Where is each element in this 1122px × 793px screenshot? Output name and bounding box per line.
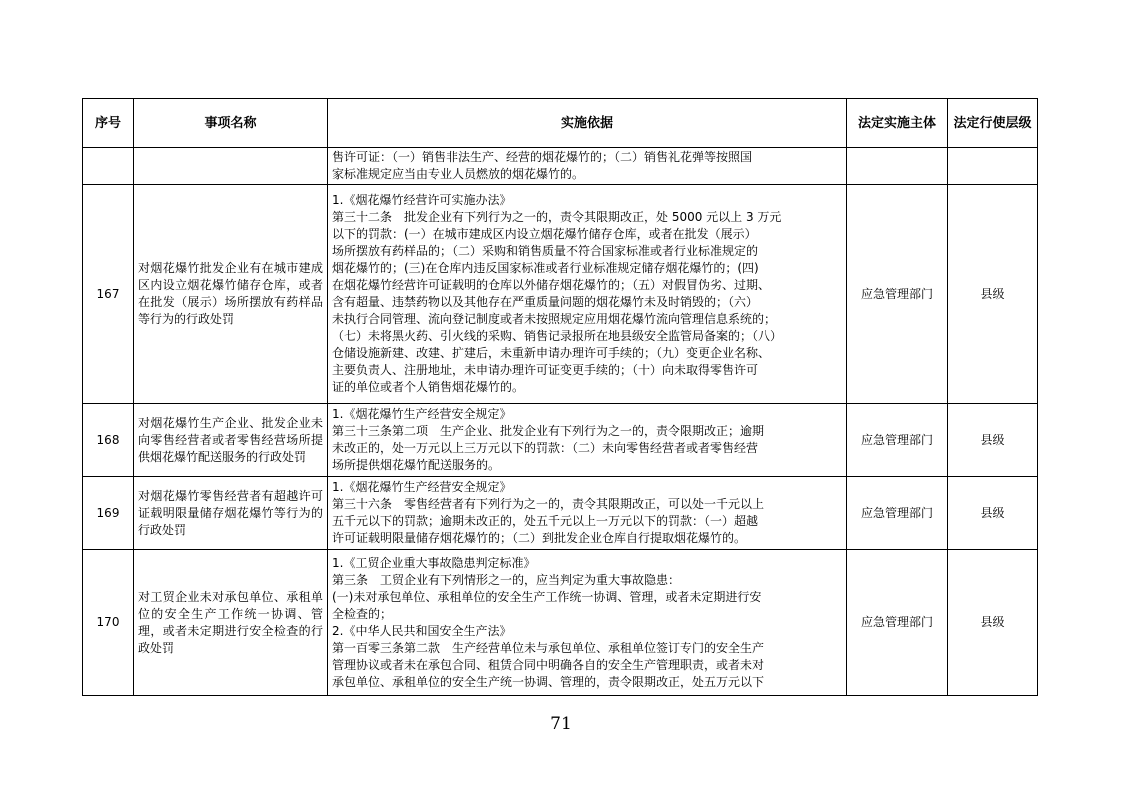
continuation-row xyxy=(83,148,1038,185)
basis-line: 1.《工贸企业重大事故隐患判定标准》 xyxy=(332,555,536,570)
row-subject: 应急管理部门 xyxy=(847,404,948,477)
basis-line: 未执行合同管理、流向登记制度或者未按照规定应用烟花爆竹流向管理信息系统的； xyxy=(332,312,777,326)
basis-line: 第一百零三条第二款 生产经营单位未与承包单位、承租单位签订专门的安全生产 xyxy=(332,640,765,655)
basis-line: 家标准规定应当由专业人员燃放的烟花爆竹的。 xyxy=(332,167,585,181)
continuation-basis xyxy=(328,148,847,185)
row-level: 县级 xyxy=(948,477,1038,550)
row-basis xyxy=(328,404,847,477)
table-row xyxy=(83,404,1038,477)
header-name: 事项名称 xyxy=(134,99,328,148)
basis-line: 售许可证：（一）销售非法生产、经营的烟花爆竹的；（二）销售礼花弹等按照国 xyxy=(332,150,753,164)
row-subject: 应急管理部门 xyxy=(847,550,948,696)
basis-line: 以下的罚款：(一）在城市建成区内设立烟花爆竹储存仓库，或者在批发（展示） xyxy=(332,227,757,241)
header-row xyxy=(83,99,1038,148)
header-num: 序号 xyxy=(83,99,134,148)
row-num: 167 xyxy=(83,185,134,404)
basis-line: (一)未对承包单位、承租单位的安全生产工作统一协调、管理，或者未定期进行安 xyxy=(332,589,762,604)
basis-line: 管理协议或者未在承包合同、租赁合同中明确各自的安全生产管理职责，或者未对 xyxy=(332,657,765,672)
row-name: 对烟花爆竹零售经营者有超越许可证载明限量储存烟花爆竹等行为的行政处罚 xyxy=(134,477,328,550)
table-row xyxy=(83,185,1038,404)
basis-line: 许可证载明限量储存烟花爆竹的；（二）到批发企业仓库自行提取烟花爆竹的。 xyxy=(332,531,747,545)
basis-line: 第三十二条 批发企业有下列行为之一的，责令其限期改正，处 5000 元以上 3 万元 xyxy=(332,210,782,224)
basis-line: 1.《烟花爆竹生产经营安全规定》 xyxy=(332,480,512,494)
row-basis xyxy=(328,550,847,696)
basis-line: 在烟花爆竹经营许可证载明的仓库以外储存烟花爆竹的；（五）对假冒伪劣、过期、 xyxy=(332,278,771,292)
table-row xyxy=(83,477,1038,550)
basis-line: 含有超量、违禁药物以及其他存在严重质量问题的烟花爆竹未及时销毁的；（六） xyxy=(332,295,759,309)
row-num: 168 xyxy=(83,404,134,477)
row-level: 县级 xyxy=(948,404,1038,477)
page-number: 71 xyxy=(550,714,572,734)
row-level: 县级 xyxy=(948,185,1038,404)
basis-line: 2.《中华人民共和国安全生产法》 xyxy=(332,623,512,638)
basis-line: 证的单位或者个人销售烟花爆竹的。 xyxy=(332,380,525,394)
row-basis xyxy=(328,477,847,550)
basis-line: 第三十三条第二项 生产企业、批发企业有下列行为之一的，责令限期改正；逾期 xyxy=(332,424,765,438)
row-subject: 应急管理部门 xyxy=(847,185,948,404)
basis-line: 全检查的； xyxy=(332,606,393,621)
continuation-num xyxy=(83,148,134,185)
row-subject: 应急管理部门 xyxy=(847,477,948,550)
row-name: 对烟花爆竹批发企业有在城市建成区内设立烟花爆竹储存仓库，或者在批发（展示）场所摆放有药样品等行为的行政处罚 xyxy=(134,185,328,404)
row-name: 对工贸企业未对承包单位、承租单位的安全生产工作统一协调、管理，或者未定期进行安全检查的行政处罚 xyxy=(134,550,328,696)
header-subject: 法定实施主体 xyxy=(847,99,948,148)
header-basis: 实施依据 xyxy=(328,99,847,148)
basis-line: 1.《烟花爆竹经营许可实施办法》 xyxy=(332,193,512,207)
basis-line: 主要负责人、注册地址，未申请办理许可证变更手续的；（十）向未取得零售许可 xyxy=(332,363,759,377)
row-num: 169 xyxy=(83,477,134,550)
basis-line: 五千元以下的罚款；逾期未改正的，处五千元以上一万元以下的罚款：（一）超越 xyxy=(332,514,759,528)
basis-line: 未改正的，处一万元以上三万元以下的罚款：（二）未向零售经营者或者零售经营 xyxy=(332,441,759,455)
row-basis xyxy=(328,185,847,404)
continuation-name xyxy=(134,148,328,185)
continuation-level xyxy=(948,148,1038,185)
continuation-subject xyxy=(847,148,948,185)
table-row xyxy=(83,550,1038,696)
row-level: 县级 xyxy=(948,550,1038,696)
basis-line: 仓储设施新建、改建、扩建后，未重新申请办理许可手续的；（九）变更企业名称、 xyxy=(332,346,771,360)
enforcement-table xyxy=(82,98,1038,696)
basis-line: （七）未将黑火药、引火线的采购、销售记录报所在地县级安全监管局备案的；（八） xyxy=(332,329,783,343)
row-name: 对烟花爆竹生产企业、批发企业未向零售经营者或者零售经营场所提供烟花爆竹配送服务的行政处罚 xyxy=(134,404,328,477)
row-num: 170 xyxy=(83,550,134,696)
basis-line: 场所摆放有药样品的；（二）采购和销售质量不符合国家标准或者行业标准规定的 xyxy=(332,244,759,258)
basis-line: 第三十六条 零售经营者有下列行为之一的，责令其限期改正，可以处一千元以上 xyxy=(332,497,765,511)
basis-line: 第三条 工贸企业有下列情形之一的，应当判定为重大事故隐患： xyxy=(332,572,681,587)
basis-line: 承包单位、承租单位的安全生产统一协调、管理的，责令限期改正，处五万元以下 xyxy=(332,674,765,689)
header-level: 法定行使层级 xyxy=(948,99,1038,148)
basis-line: 烟花爆竹的；(三)在仓库内违反国家标准或者行业标准规定储存烟花爆竹的；(四) xyxy=(332,261,759,275)
basis-line: 1.《烟花爆竹生产经营安全规定》 xyxy=(332,407,512,421)
basis-line: 场所提供烟花爆竹配送服务的。 xyxy=(332,458,501,472)
